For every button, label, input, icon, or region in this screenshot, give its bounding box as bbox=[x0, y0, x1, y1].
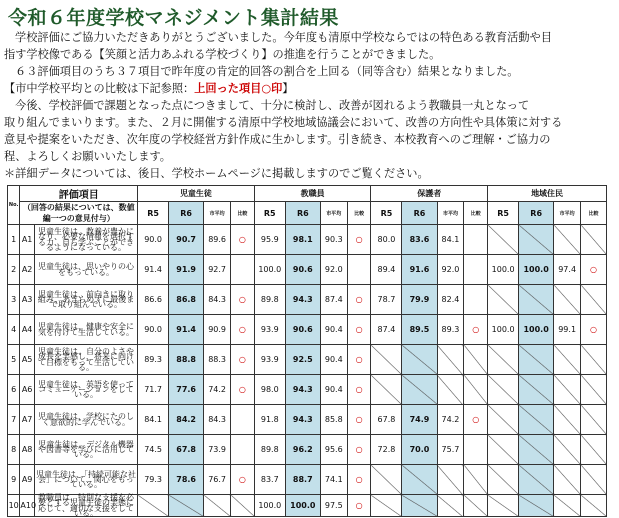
cell-students-comparison bbox=[231, 405, 255, 435]
cell-parents-r5: 72.8 bbox=[371, 435, 402, 465]
cell-community-city-average bbox=[554, 405, 581, 435]
cell-community-comparison bbox=[581, 375, 607, 405]
cell-staff-city-average: 90.4 bbox=[320, 345, 347, 375]
cell-staff-city-average: 90.3 bbox=[320, 225, 347, 255]
cell-staff-comparison: ○ bbox=[347, 375, 371, 405]
cell-parents-comparison bbox=[464, 375, 488, 405]
item-code: A4 bbox=[20, 315, 34, 345]
cell-students-city-average: 74.2 bbox=[204, 375, 231, 405]
cell-community-comparison bbox=[581, 285, 607, 315]
intro-paragraph-line-1: 学校評価にご協力いただきありがとうございました。今年度も清原中学校ならではの特色ある教育活動や目 bbox=[15, 31, 552, 44]
item-text: 児童生徒は、「持続可能な社会」について、関心をもっている。 bbox=[34, 465, 137, 495]
cell-staff-r5: 89.8 bbox=[254, 435, 285, 465]
item-code: A8 bbox=[20, 435, 34, 465]
cell-parents-r6 bbox=[402, 375, 437, 405]
table-row bbox=[8, 255, 607, 285]
cell-students-r5 bbox=[138, 495, 169, 517]
group-header-students: 児童生徒 bbox=[138, 186, 255, 202]
cell-students-r5: 90.0 bbox=[138, 225, 169, 255]
cell-students-comparison: ○ bbox=[231, 345, 255, 375]
page-title: 令和６年度学校マネジメント集計結果 bbox=[8, 7, 339, 29]
cell-students-r5: 91.4 bbox=[138, 255, 169, 285]
row-number: 8 bbox=[8, 435, 20, 465]
cell-parents-r6: 83.6 bbox=[402, 225, 437, 255]
cell-community-city-average bbox=[554, 345, 581, 375]
cell-staff-city-average: 97.5 bbox=[320, 495, 347, 517]
future-paragraph-line-4: 程、よろしくお願いいたします。 bbox=[4, 150, 171, 163]
row-number: 7 bbox=[8, 405, 20, 435]
item-text: 児童生徒は、学校にたのしく意欲的に学んでいる。 bbox=[34, 405, 137, 435]
future-paragraph-line-1: 今後、学校評価で課題となった点につきまして、十分に検討し、改善が図れるよう教職員一丸となって bbox=[15, 99, 530, 112]
future-paragraph-line-3: 意見や提案をいただき、次年度の学校経営方針作成に生かします。引き続き、本校教育へのご理解・ご協力の bbox=[4, 133, 551, 146]
comparison-note-suffix: 】 bbox=[282, 82, 294, 95]
cell-staff-comparison: ○ bbox=[347, 225, 371, 255]
subheader-students-r6: R6 bbox=[169, 202, 204, 225]
cell-community-r6 bbox=[519, 465, 554, 495]
cell-students-r6: 84.2 bbox=[169, 405, 204, 435]
cell-students-comparison: ○ bbox=[231, 465, 255, 495]
cell-students-r5: 74.5 bbox=[138, 435, 169, 465]
group-header-parents: 保護者 bbox=[371, 186, 488, 202]
cell-staff-comparison: ○ bbox=[347, 495, 371, 517]
group-header-staff: 教職員 bbox=[254, 186, 371, 202]
cell-community-comparison bbox=[581, 405, 607, 435]
cell-parents-comparison bbox=[464, 465, 488, 495]
item-code: A6 bbox=[20, 375, 34, 405]
cell-staff-r5: 100.0 bbox=[254, 495, 285, 517]
cell-parents-city-average: 84.1 bbox=[437, 225, 464, 255]
cell-students-r6 bbox=[169, 495, 204, 517]
cell-staff-city-average: 95.6 bbox=[320, 435, 347, 465]
cell-community-city-average bbox=[554, 465, 581, 495]
subheader-staff-r6: R6 bbox=[285, 202, 320, 225]
subheader-staff-comparison: 比較 bbox=[347, 202, 371, 225]
cell-community-city-average bbox=[554, 225, 581, 255]
cell-community-r5 bbox=[488, 225, 519, 255]
item-code: A2 bbox=[20, 255, 34, 285]
cell-staff-r5: 89.8 bbox=[254, 285, 285, 315]
cell-parents-comparison bbox=[464, 495, 488, 517]
cell-staff-city-average: 90.4 bbox=[320, 375, 347, 405]
item-text: 児童生徒は、思いやりの心をもっている。 bbox=[34, 255, 137, 285]
cell-community-city-average: 97.4 bbox=[554, 255, 581, 285]
cell-parents-comparison bbox=[464, 225, 488, 255]
cell-community-r6 bbox=[519, 495, 554, 517]
cell-parents-r6 bbox=[402, 465, 437, 495]
table-row bbox=[8, 315, 607, 345]
cell-staff-comparison: ○ bbox=[347, 435, 371, 465]
cell-staff-comparison: ○ bbox=[347, 465, 371, 495]
future-paragraph-line-2: 取り組んでまいります。また、２月に開催する清原中学校地域協議会において、改善の方向性や具体策に対する bbox=[4, 116, 563, 129]
cell-students-r5: 86.6 bbox=[138, 285, 169, 315]
cell-parents-city-average bbox=[437, 495, 464, 517]
cell-staff-city-average: 85.8 bbox=[320, 405, 347, 435]
cell-staff-city-average: 74.1 bbox=[320, 465, 347, 495]
cell-students-city-average: 92.7 bbox=[204, 255, 231, 285]
subheader-students-city-average: 市平均 bbox=[204, 202, 231, 225]
cell-students-city-average: 90.9 bbox=[204, 315, 231, 345]
cell-students-comparison bbox=[231, 495, 255, 517]
cell-community-comparison: ○ bbox=[581, 315, 607, 345]
cell-parents-comparison bbox=[464, 285, 488, 315]
item-text: 教職員は、特別な支援を必要とする児童生徒の実態に応じて、適切な支援をしている。 bbox=[34, 495, 137, 517]
item-text: 児童生徒は、英語を使ってコミュニケーションをしている。 bbox=[34, 375, 137, 405]
cell-students-comparison: ○ bbox=[231, 285, 255, 315]
item-text: 児童生徒は、前向きに取り組み、あきらめずに最後まで取り組んでいる。 bbox=[34, 285, 137, 315]
subheader-students-r5: R5 bbox=[138, 202, 169, 225]
cell-students-city-average: 76.7 bbox=[204, 465, 231, 495]
cell-parents-r5: 87.4 bbox=[371, 315, 402, 345]
cell-staff-r6: 88.7 bbox=[285, 465, 320, 495]
no-header: No. bbox=[8, 186, 20, 225]
subheader-parents-r6: R6 bbox=[402, 202, 437, 225]
cell-community-comparison bbox=[581, 465, 607, 495]
summary-line: ６３評価項目のうち３７項目で昨年度の肯定的回答の割合を上回る（同等含む）結果となりました。 bbox=[15, 65, 519, 78]
cell-community-r6: 100.0 bbox=[519, 255, 554, 285]
table-row bbox=[8, 345, 607, 375]
subheader-parents-r5: R5 bbox=[371, 202, 402, 225]
cell-parents-r5 bbox=[371, 465, 402, 495]
cell-community-r6 bbox=[519, 345, 554, 375]
item-code: A3 bbox=[20, 285, 34, 315]
table-row bbox=[8, 435, 607, 465]
item-code: A10 bbox=[20, 495, 34, 517]
comparison-note bbox=[4, 80, 608, 97]
cell-parents-r6: 79.9 bbox=[402, 285, 437, 315]
cell-community-comparison bbox=[581, 495, 607, 517]
cell-students-r5: 90.0 bbox=[138, 315, 169, 345]
cell-staff-city-average: 90.4 bbox=[320, 315, 347, 345]
table-row bbox=[8, 225, 607, 255]
cell-community-r5: 100.0 bbox=[488, 255, 519, 285]
cell-staff-r6: 92.5 bbox=[285, 345, 320, 375]
cell-parents-r5: 80.0 bbox=[371, 225, 402, 255]
item-subheader: （回答の結果については、数値編一つの意見付与） bbox=[20, 202, 138, 225]
cell-community-comparison bbox=[581, 345, 607, 375]
cell-parents-comparison: ○ bbox=[464, 315, 488, 345]
cell-students-comparison bbox=[231, 255, 255, 285]
table-row bbox=[8, 465, 607, 495]
cell-staff-r6: 98.1 bbox=[285, 225, 320, 255]
cell-community-city-average: 99.1 bbox=[554, 315, 581, 345]
intro-paragraph-line-2: 指す学校像である【笑顔と活力あふれる学校づくり】の推進を行うことができました。 bbox=[4, 48, 441, 61]
cell-community-r5 bbox=[488, 405, 519, 435]
subheader-community-r5: R5 bbox=[488, 202, 519, 225]
cell-staff-r5: 100.0 bbox=[254, 255, 285, 285]
cell-community-city-average bbox=[554, 495, 581, 517]
cell-students-comparison: ○ bbox=[231, 225, 255, 255]
cell-parents-r6: 91.6 bbox=[402, 255, 437, 285]
cell-staff-r5: 93.9 bbox=[254, 315, 285, 345]
comparison-note-prefix: 【市中学校平均との比較は下記参照： bbox=[4, 82, 195, 95]
subheader-staff-city-average: 市平均 bbox=[320, 202, 347, 225]
cell-staff-r6: 90.6 bbox=[285, 315, 320, 345]
item-header: 評価項目 bbox=[20, 186, 138, 202]
cell-parents-r5: 67.8 bbox=[371, 405, 402, 435]
cell-students-city-average bbox=[204, 495, 231, 517]
details-note: ＊詳細データについては、後日、学校ホームページに掲載しますのでご覧ください。 bbox=[4, 167, 429, 180]
cell-staff-r6: 100.0 bbox=[285, 495, 320, 517]
item-text: 児童生徒は、自分のよさや成長を実感し、将来に向けて目標をもって生活している。 bbox=[34, 345, 137, 375]
cell-students-comparison bbox=[231, 435, 255, 465]
cell-students-city-average: 89.6 bbox=[204, 225, 231, 255]
cell-students-r5: 89.3 bbox=[138, 345, 169, 375]
item-text: 児童生徒は、教養が豊かになり、必要な情報を選択する力、自ら学ぶことができるようになっている。 bbox=[34, 225, 137, 255]
cell-parents-city-average bbox=[437, 465, 464, 495]
cell-community-r6 bbox=[519, 405, 554, 435]
cell-students-r6: 91.9 bbox=[169, 255, 204, 285]
item-code: A1 bbox=[20, 225, 34, 255]
cell-staff-city-average: 87.4 bbox=[320, 285, 347, 315]
cell-staff-r5: 91.8 bbox=[254, 405, 285, 435]
cell-students-r6: 90.7 bbox=[169, 225, 204, 255]
cell-staff-r6: 90.6 bbox=[285, 255, 320, 285]
cell-staff-r6: 96.2 bbox=[285, 435, 320, 465]
cell-parents-city-average: 92.0 bbox=[437, 255, 464, 285]
cell-parents-comparison bbox=[464, 435, 488, 465]
cell-community-r6 bbox=[519, 285, 554, 315]
cell-community-comparison bbox=[581, 225, 607, 255]
cell-parents-city-average: 75.7 bbox=[437, 435, 464, 465]
cell-staff-r6: 94.3 bbox=[285, 405, 320, 435]
cell-parents-city-average: 89.3 bbox=[437, 315, 464, 345]
row-number: 4 bbox=[8, 315, 20, 345]
cell-staff-comparison bbox=[347, 255, 371, 285]
row-number: 6 bbox=[8, 375, 20, 405]
subheader-parents-city-average: 市平均 bbox=[437, 202, 464, 225]
row-number: 1 bbox=[8, 225, 20, 255]
cell-community-r6 bbox=[519, 375, 554, 405]
cell-parents-r6: 89.5 bbox=[402, 315, 437, 345]
cell-community-city-average bbox=[554, 375, 581, 405]
cell-parents-city-average: 74.2 bbox=[437, 405, 464, 435]
cell-parents-r5 bbox=[371, 375, 402, 405]
table-row bbox=[8, 285, 607, 315]
cell-students-r5: 79.3 bbox=[138, 465, 169, 495]
item-code: A7 bbox=[20, 405, 34, 435]
cell-staff-comparison: ○ bbox=[347, 285, 371, 315]
comparison-note-highlight: 上回った項目○印 bbox=[194, 82, 283, 95]
table-row bbox=[8, 375, 607, 405]
cell-parents-city-average bbox=[437, 345, 464, 375]
cell-staff-r5: 95.9 bbox=[254, 225, 285, 255]
row-number: 9 bbox=[8, 465, 20, 495]
cell-community-r6: 100.0 bbox=[519, 315, 554, 345]
item-text: 児童生徒は、健康や安全に気を付けて生活している。 bbox=[34, 315, 137, 345]
subheader-parents-comparison: 比較 bbox=[464, 202, 488, 225]
cell-students-city-average: 73.9 bbox=[204, 435, 231, 465]
cell-students-r6: 77.6 bbox=[169, 375, 204, 405]
subheader-students-comparison: 比較 bbox=[231, 202, 255, 225]
cell-parents-r5: 89.4 bbox=[371, 255, 402, 285]
cell-community-r5 bbox=[488, 495, 519, 517]
group-header-community: 地域住民 bbox=[488, 186, 607, 202]
cell-community-r6 bbox=[519, 435, 554, 465]
cell-parents-r5 bbox=[371, 345, 402, 375]
cell-students-comparison: ○ bbox=[231, 375, 255, 405]
cell-parents-r5: 78.7 bbox=[371, 285, 402, 315]
cell-staff-r5: 98.0 bbox=[254, 375, 285, 405]
cell-students-city-average: 84.3 bbox=[204, 285, 231, 315]
cell-community-r5 bbox=[488, 375, 519, 405]
item-text: 児童生徒は、デジタル機器や図書等を学びに活用している。 bbox=[34, 435, 137, 465]
cell-staff-r5: 83.7 bbox=[254, 465, 285, 495]
cell-parents-comparison: ○ bbox=[464, 405, 488, 435]
cell-parents-comparison bbox=[464, 345, 488, 375]
cell-students-r6: 67.8 bbox=[169, 435, 204, 465]
cell-staff-r6: 94.3 bbox=[285, 375, 320, 405]
cell-parents-r6: 74.9 bbox=[402, 405, 437, 435]
cell-students-city-average: 88.3 bbox=[204, 345, 231, 375]
row-number: 2 bbox=[8, 255, 20, 285]
cell-community-r5: 100.0 bbox=[488, 315, 519, 345]
cell-parents-r6: 70.0 bbox=[402, 435, 437, 465]
cell-students-r5: 84.1 bbox=[138, 405, 169, 435]
cell-students-r6: 88.8 bbox=[169, 345, 204, 375]
cell-community-r5 bbox=[488, 435, 519, 465]
cell-students-city-average: 84.3 bbox=[204, 405, 231, 435]
cell-staff-r5: 93.9 bbox=[254, 345, 285, 375]
cell-staff-comparison: ○ bbox=[347, 405, 371, 435]
cell-staff-comparison: ○ bbox=[347, 315, 371, 345]
cell-staff-comparison: ○ bbox=[347, 345, 371, 375]
cell-community-r5 bbox=[488, 465, 519, 495]
cell-parents-r6 bbox=[402, 345, 437, 375]
cell-community-r5 bbox=[488, 285, 519, 315]
cell-students-r5: 71.7 bbox=[138, 375, 169, 405]
row-number: 5 bbox=[8, 345, 20, 375]
row-number: 3 bbox=[8, 285, 20, 315]
cell-parents-city-average: 82.4 bbox=[437, 285, 464, 315]
subheader-community-r6: R6 bbox=[519, 202, 554, 225]
cell-community-r5 bbox=[488, 345, 519, 375]
cell-students-r6: 91.4 bbox=[169, 315, 204, 345]
cell-community-comparison: ○ bbox=[581, 255, 607, 285]
table-row bbox=[8, 495, 607, 517]
cell-parents-city-average bbox=[437, 375, 464, 405]
table-row bbox=[8, 405, 607, 435]
subheader-community-comparison: 比較 bbox=[581, 202, 607, 225]
results-table bbox=[7, 185, 607, 517]
cell-parents-r6 bbox=[402, 495, 437, 517]
row-number: 10 bbox=[8, 495, 20, 517]
cell-community-city-average bbox=[554, 285, 581, 315]
item-code: A5 bbox=[20, 345, 34, 375]
cell-parents-comparison bbox=[464, 255, 488, 285]
cell-staff-city-average: 92.0 bbox=[320, 255, 347, 285]
cell-community-r6 bbox=[519, 225, 554, 255]
cell-students-r6: 86.8 bbox=[169, 285, 204, 315]
cell-community-comparison bbox=[581, 435, 607, 465]
item-code: A9 bbox=[20, 465, 34, 495]
cell-parents-r5 bbox=[371, 495, 402, 517]
cell-students-comparison: ○ bbox=[231, 315, 255, 345]
cell-students-r6: 78.6 bbox=[169, 465, 204, 495]
cell-community-city-average bbox=[554, 435, 581, 465]
subheader-staff-r5: R5 bbox=[254, 202, 285, 225]
subheader-community-city-average: 市平均 bbox=[554, 202, 581, 225]
cell-staff-r6: 94.3 bbox=[285, 285, 320, 315]
